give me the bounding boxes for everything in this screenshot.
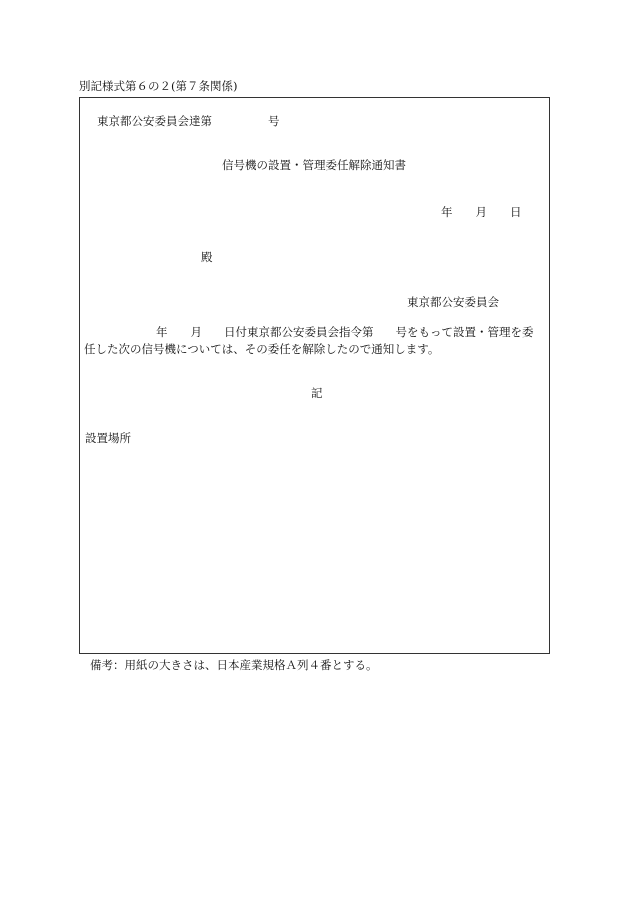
date-day: 日: [510, 205, 522, 219]
ki-heading: 記: [311, 386, 323, 400]
date-month: 月: [475, 205, 487, 219]
remarks-note: 備考：用紙の大きさは、日本産業規格Ａ列４番とする。: [90, 658, 378, 672]
notice-number-suffix: 号: [268, 114, 280, 128]
body-month: 月: [190, 325, 202, 339]
body-year: 年: [156, 325, 168, 339]
issuer-name: 東京都公安委員会: [407, 295, 499, 309]
body-line-1: [156, 327, 534, 339]
date-year: 年: [441, 205, 453, 219]
date-line: [441, 207, 522, 219]
form-header: 別記様式第６の２(第７条関係): [79, 79, 238, 93]
body-line-2: 任した次の信号機については、その委任を解除したので通知します。: [84, 342, 440, 356]
form-box: [79, 97, 550, 654]
document-title: 信号機の設置・管理委任解除通知書: [222, 158, 406, 172]
notice-number-prefix: 東京都公安委員会達第: [97, 114, 212, 128]
body-number-suffix: 号をもって設置・管理を委: [395, 325, 534, 339]
notice-number-line: [97, 116, 280, 128]
body-line1-rest: 日付東京都公安委員会指令第: [224, 325, 374, 339]
addressee-suffix: 殿: [201, 250, 213, 264]
location-label: 設置場所: [85, 431, 131, 445]
